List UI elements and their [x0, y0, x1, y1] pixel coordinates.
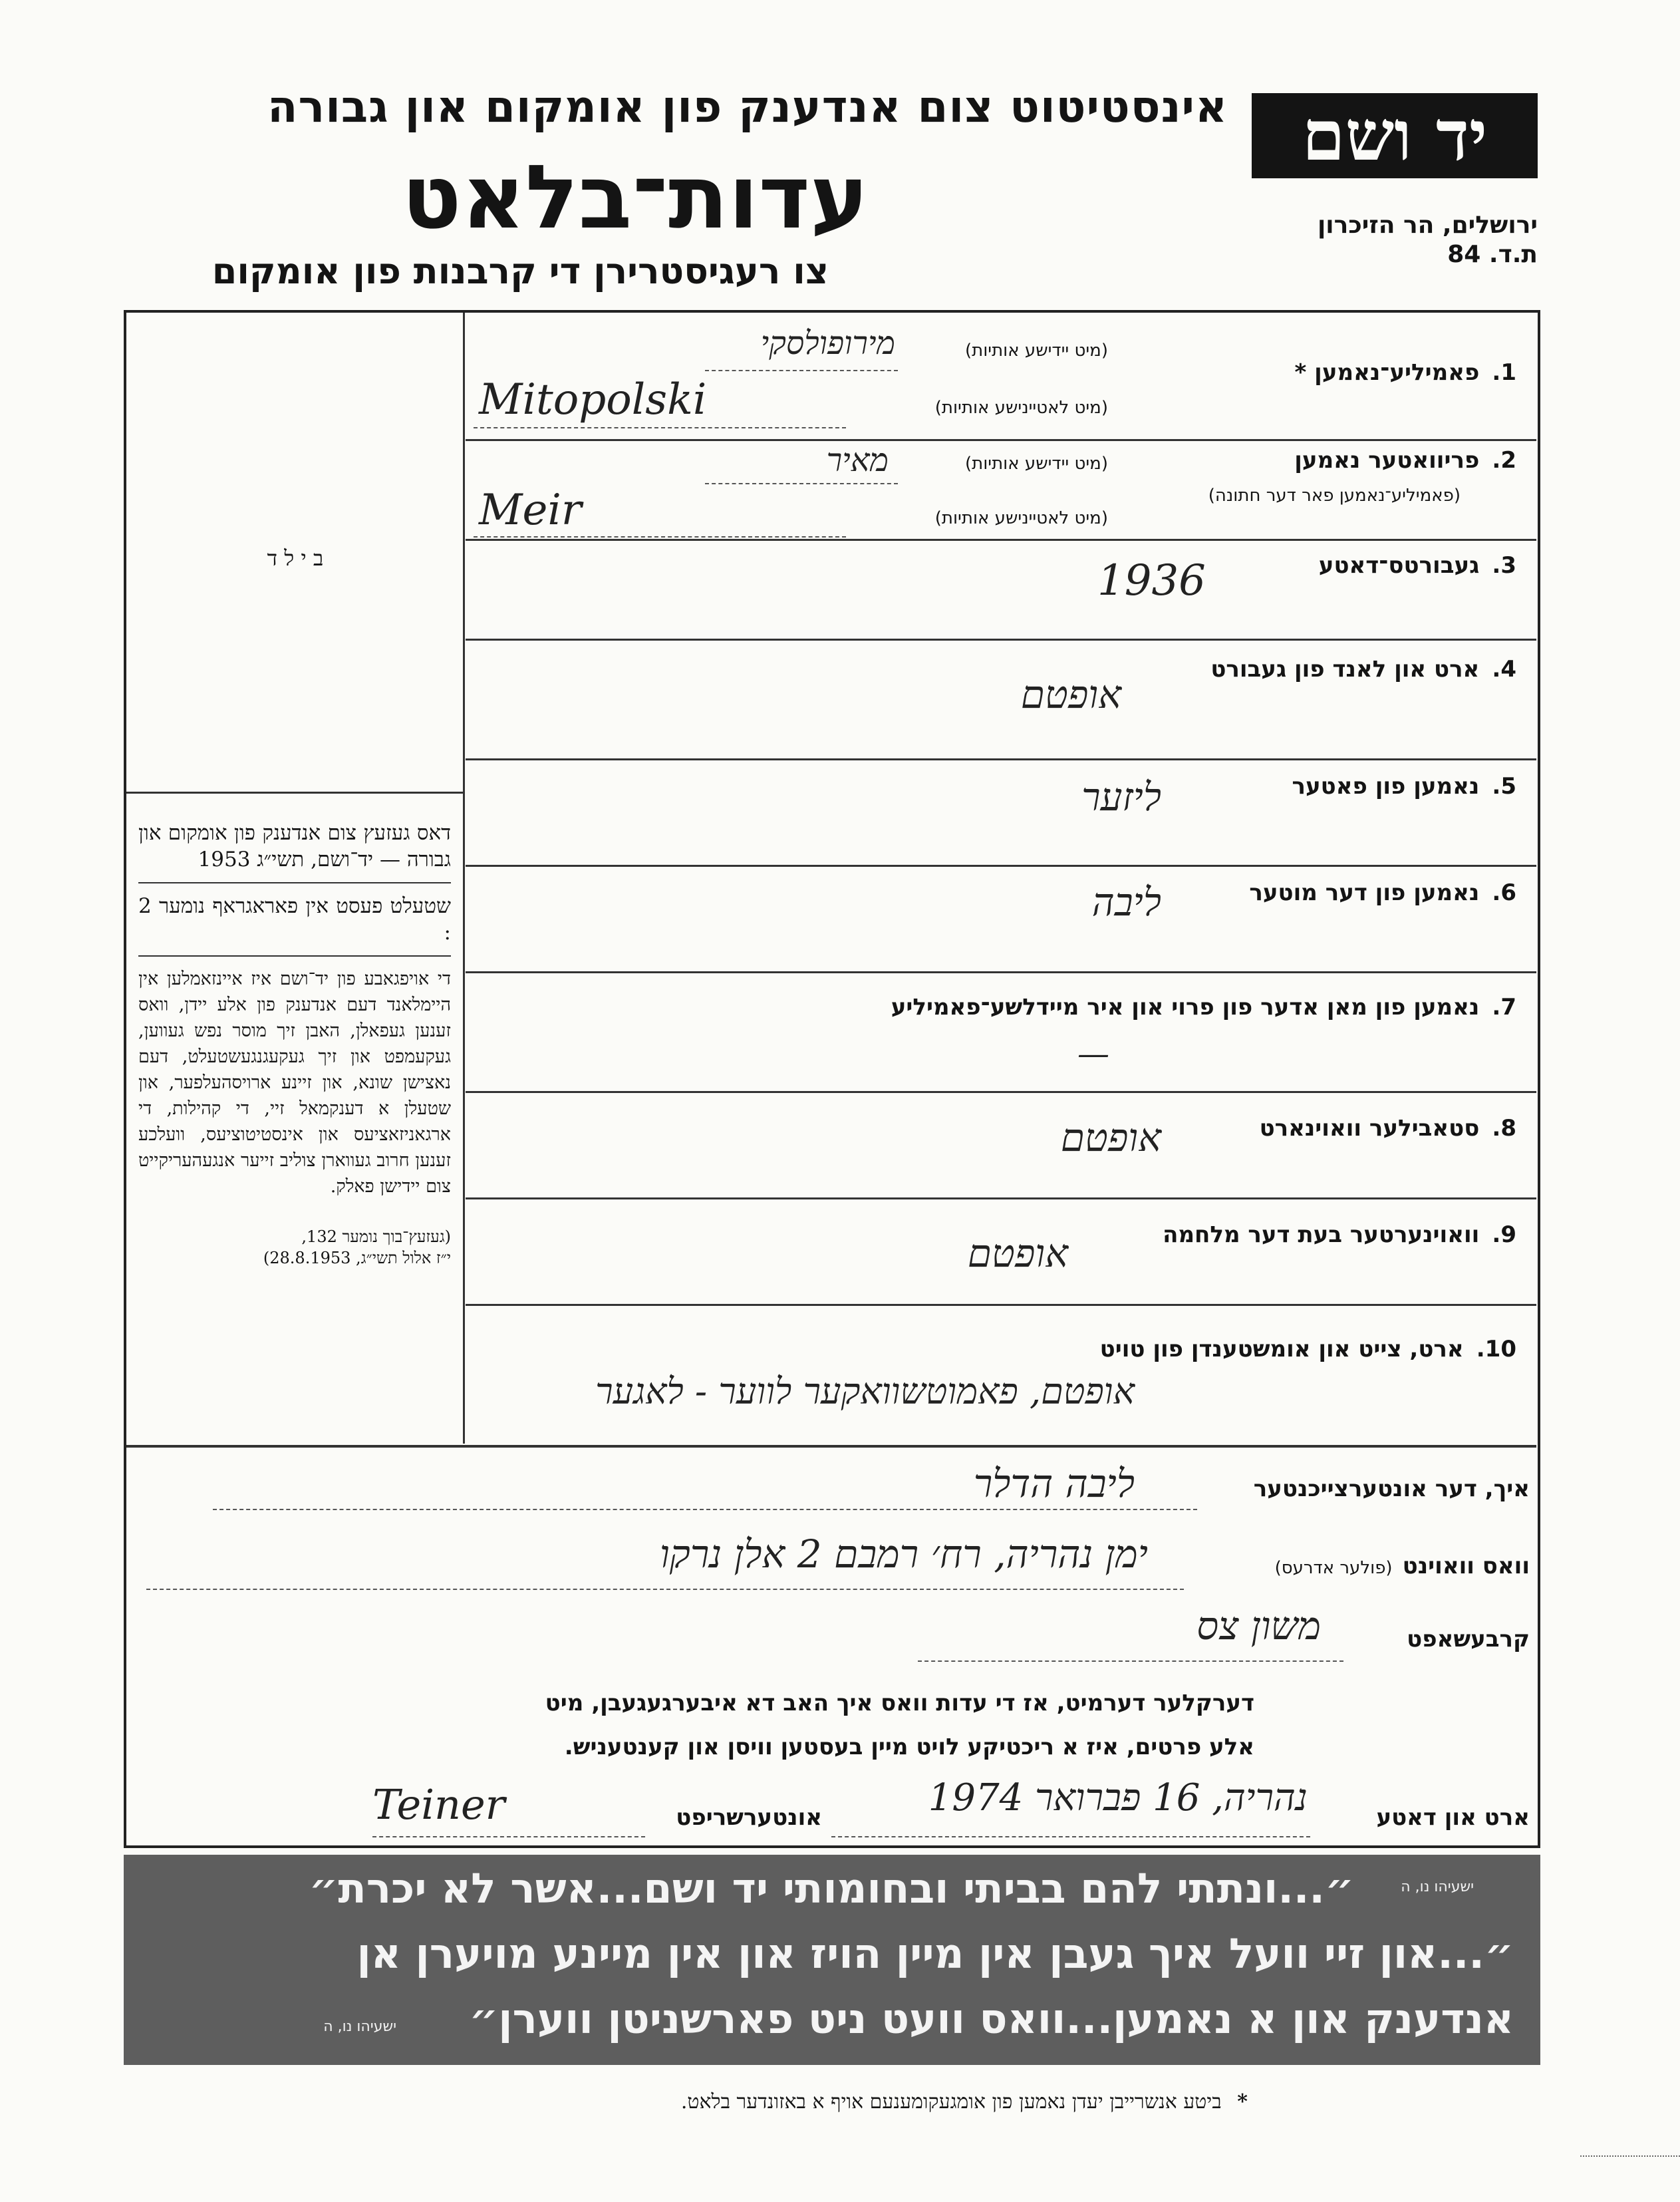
- photo-column-divider: [463, 313, 465, 1444]
- field-8-value[interactable]: אופטם: [1060, 1115, 1161, 1160]
- field-10-title: ארט, צייט און אומשטענדן פון טויט: [1099, 1336, 1464, 1362]
- row-separator: [466, 439, 1536, 441]
- field-6-label: [1249, 879, 1516, 906]
- field-8-title: סטאבילער וואוינארט: [1259, 1115, 1480, 1142]
- place-date-value[interactable]: נהריה, 16 פברואר 1974: [928, 1776, 1308, 1819]
- signer-address-value[interactable]: ימן נהריה, רח׳ רמבם 2 אלן נרקו: [659, 1531, 1148, 1577]
- field-1-value-latin[interactable]: Mitopolski: [479, 375, 707, 424]
- field-2-title: פריוואטער נאמען: [1294, 447, 1480, 474]
- scan-edge-marks: [1580, 2155, 1680, 2169]
- row-separator: [466, 971, 1536, 973]
- field-2-sub-yiddish: (מיט יידישע אותיות): [964, 454, 1108, 474]
- photo-label: ב י ל ד: [267, 546, 324, 571]
- field-9-title: וואוינערטער בעת דער מלחמה: [1163, 1221, 1480, 1248]
- field-6-number: 6.: [1492, 879, 1516, 906]
- field-3-number: 3.: [1492, 552, 1516, 579]
- signer-address-label: וואס וואוינט: [1402, 1553, 1530, 1579]
- row-separator: [466, 539, 1536, 541]
- signer-name-label: איך, דער אונטערצייכנטער: [1253, 1476, 1530, 1502]
- page-title: עדות־בלאט: [402, 146, 869, 249]
- logo-address-line2: ת.ד. 84: [1447, 241, 1538, 268]
- footnote: [681, 2090, 1248, 2114]
- law-note-para1: דאס געזעץ צום אנדענק פון אומקום און גבורה — יד־ושם, תשי״ג 1953: [138, 821, 451, 871]
- logo-text: יד ושם: [1302, 94, 1488, 176]
- section-divider: [126, 1445, 1536, 1448]
- field-2-number: 2.: [1492, 447, 1516, 474]
- declaration-line1: דערקלער דערמיט, אז די עדות וואס איך האב דא איבערגעגעבן, מיט: [545, 1690, 1254, 1716]
- signer-name-line: [213, 1509, 1197, 1510]
- field-2-label: [1294, 447, 1516, 474]
- law-note-ref1: (געזעץ־בוך נומער 132,: [301, 1227, 451, 1246]
- field-9-value[interactable]: אופטם: [967, 1231, 1068, 1276]
- field-5-number: 5.: [1492, 773, 1516, 800]
- signature-label: אונטערשריפט: [676, 1804, 822, 1831]
- field-2-label-note: (פאמיליע־נאמען פאר דער חתונה): [1208, 486, 1461, 506]
- field-3-value[interactable]: 1936: [1097, 556, 1206, 605]
- signer-relation-line: [918, 1660, 1343, 1662]
- banner-line1-ref: ישעיהו נו, ה: [1401, 1879, 1474, 1895]
- law-note-para2: שטעלט פעסט אין פאראגראף נומער 2 :: [138, 894, 451, 945]
- field-4-title: ארט און לאנד פון געבורט: [1210, 656, 1480, 683]
- field-1-sub-yiddish: (מיט יידישע אותיות): [964, 341, 1108, 361]
- yad-vashem-logo: [1252, 93, 1538, 178]
- field-4-value[interactable]: אופטם: [1020, 672, 1121, 717]
- field-8-label: [1260, 1115, 1516, 1142]
- field-4-number: 4.: [1492, 656, 1516, 683]
- field-1-yiddish-line: [705, 370, 898, 371]
- field-7-title: נאמען פון מאן אדער פון פרוי און איר מיידלשע־פאמיליע: [891, 994, 1480, 1021]
- field-2-value-latin[interactable]: Meir: [479, 486, 582, 535]
- place-date-label: ארט און דאטע: [1376, 1804, 1530, 1831]
- field-1-number: 1.: [1492, 359, 1516, 386]
- field-2-latin-line: [474, 536, 846, 538]
- signer-relation-value[interactable]: משון צס: [1196, 1603, 1321, 1649]
- logo-address-line1: ירושלים, הר הזיכרון: [1317, 212, 1538, 239]
- field-10-number: 10.: [1476, 1336, 1516, 1362]
- field-7-number: 7.: [1492, 994, 1516, 1021]
- law-note-para3: די אויפגאבע פון יד־ושם איז איינזאמלען אין היימלאנד דעם אנדענק פון אלע יידן, וואס זענען געפאלן, האבן זיך מוסר נפש געווען, געקעמפט און זיך געקעגנגעשטעלט, דעם נאצישן שונא, און זיינע ארויסהעלפער, און שטעלן א דענקמאל זיי, די קהילות, די ארגאניזאציעס און אינסטיטוציעס, וועלכע זענען חרוב געווארן צוליב זייער אנגעהעריקייט צום יידישן פאלק.: [138, 969, 451, 1197]
- footnote-text: ביטע אנשרייבן יעדן נאמען פון אומגעקומענעם אויף א באזונדער בלאט.: [680, 2090, 1222, 2114]
- row-separator: [466, 1091, 1536, 1093]
- field-4-label: [1210, 656, 1516, 683]
- signer-name-value[interactable]: ליבה הדלר: [973, 1461, 1135, 1506]
- field-2-value-yiddish[interactable]: מאיר: [826, 442, 889, 479]
- field-7-label: [891, 994, 1516, 1021]
- field-6-value[interactable]: ליבה: [1091, 879, 1161, 925]
- signature-value[interactable]: Teiner: [372, 1780, 505, 1829]
- field-5-title: נאמען פון פאטער: [1292, 773, 1480, 800]
- field-10-value[interactable]: אופטם, פאמוטשוואקער לווער - לאגער: [595, 1370, 1135, 1412]
- signer-address-label-group: [1275, 1553, 1530, 1579]
- banner-line3: אנדענק און א נאמען...וואס וועט ניט פארשניטן ווערן״: [469, 1994, 1514, 2043]
- row-separator: [466, 758, 1536, 760]
- row-separator: [466, 865, 1536, 867]
- photo-box-bottom: [126, 792, 464, 794]
- declaration-line2: אלע פרטים, איז א ריכטיקע לויט מיין בעסטען וויסן און קענטעניש.: [564, 1734, 1254, 1760]
- field-5-value[interactable]: ליזער: [1081, 774, 1161, 820]
- law-note-divider-2: [138, 955, 451, 957]
- banner-line3-ref: ישעיהו נו, ה: [323, 2018, 396, 2035]
- field-7-value[interactable]: —: [1077, 1035, 1109, 1072]
- law-note: [138, 820, 451, 1269]
- signer-address-note: (פולער אדרעס): [1274, 1558, 1393, 1578]
- field-3-title: געבורטס־דאטע: [1318, 552, 1480, 579]
- subtitle: צו רעגיסטרירן די קרבנות פון אומקום: [211, 250, 829, 292]
- field-8-number: 8.: [1492, 1115, 1516, 1142]
- field-2-yiddish-line: [705, 483, 898, 484]
- field-10-label: [1100, 1336, 1516, 1362]
- signer-relation-label: קרבעשאפט: [1407, 1626, 1530, 1652]
- footnote-star: *: [1237, 2090, 1248, 2114]
- signature-line: [372, 1836, 645, 1837]
- row-separator: [466, 639, 1536, 641]
- field-2-sub-latin: (מיט לאטיינישע אותיות): [934, 508, 1108, 528]
- institute-line: אינסטיטוט צום אנדענק פון אומקום און גבורה: [267, 81, 1228, 132]
- signer-address-line: [146, 1589, 1184, 1590]
- field-5-label: [1292, 773, 1516, 800]
- field-6-title: נאמען פון דער מוטער: [1249, 879, 1480, 906]
- row-separator: [466, 1304, 1536, 1306]
- field-1-title: פאמיליע־נאמען *: [1294, 359, 1480, 386]
- banner-line2: ״...און זיי וועל איך געבן אין מיין הויז און אין מיינע מויערן אן: [356, 1929, 1514, 1978]
- field-3-label: [1319, 552, 1516, 579]
- quote-banner: [124, 1855, 1540, 2065]
- law-note-ref2: י״ז אלול תשי״ג, 28.8.1953): [263, 1249, 451, 1267]
- field-1-label: [1295, 359, 1516, 386]
- field-1-value-yiddish[interactable]: מירופולסקי: [760, 325, 895, 362]
- field-9-label: [1163, 1221, 1516, 1248]
- field-9-number: 9.: [1492, 1221, 1516, 1248]
- place-date-line: [831, 1836, 1310, 1837]
- row-separator: [466, 1197, 1536, 1199]
- field-1-sub-latin: (מיט לאטיינישע אותיות): [934, 398, 1108, 418]
- law-note-divider: [138, 882, 451, 883]
- banner-line1: ״...ונתתי להם בביתי ובחומותי יד ושם...אשר לא יכרת״: [309, 1864, 1354, 1913]
- field-1-latin-line: [474, 427, 846, 428]
